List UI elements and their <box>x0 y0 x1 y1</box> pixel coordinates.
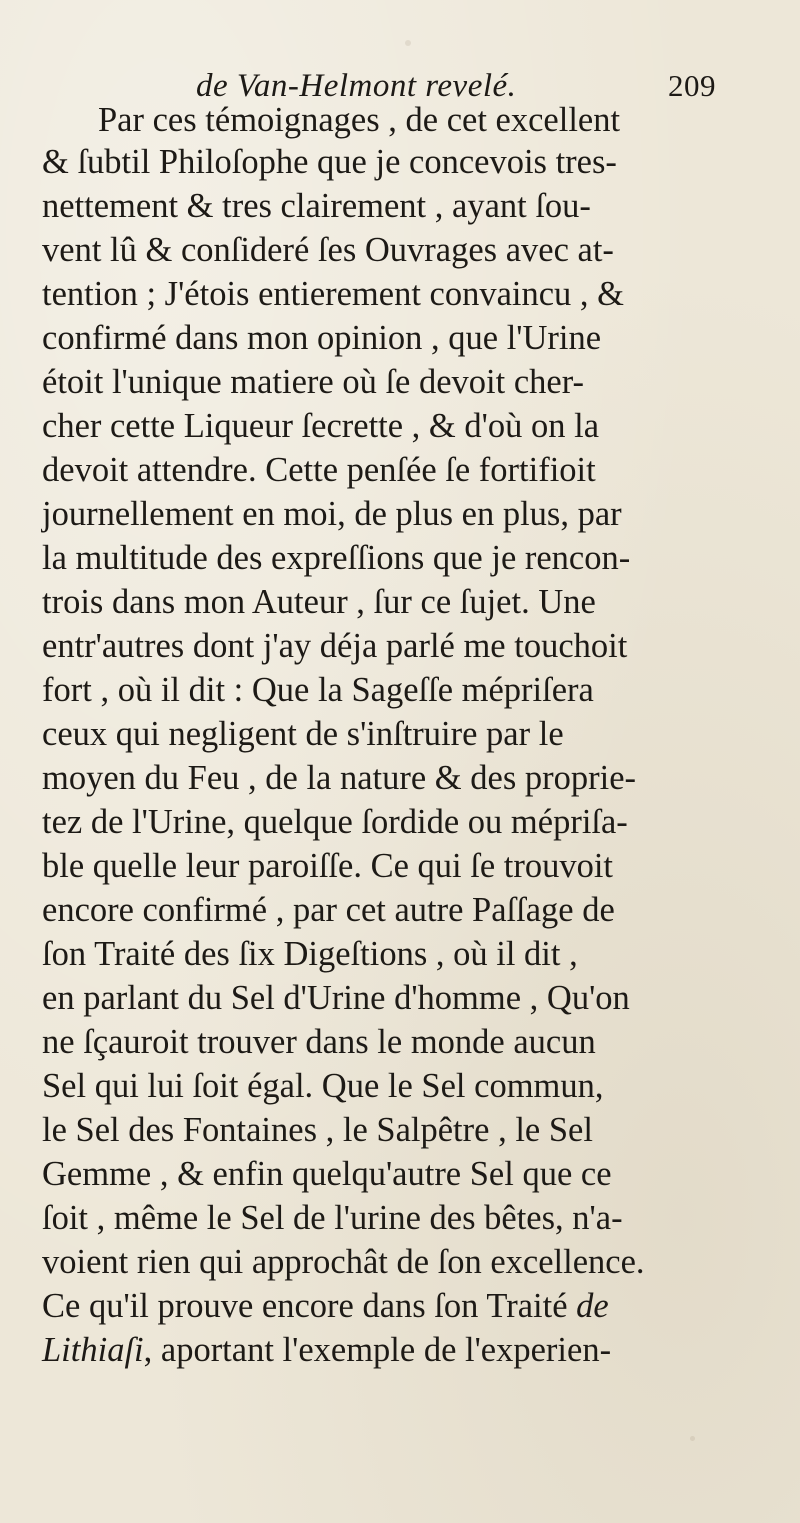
text-line: entr'autres dont j'ay déja parlé me touchoit <box>42 627 628 665</box>
paper-stain <box>690 1436 695 1441</box>
text-line: étoit l'unique matiere où ſe devoit cher- <box>42 363 584 401</box>
text-line: Sel qui lui ſoit égal. Que le Sel commun, <box>42 1067 604 1105</box>
text-line: journellement en moi, de plus en plus, par <box>42 495 622 533</box>
text-line: voient rien qui approchât de ſon excellence. <box>42 1243 645 1281</box>
text-line: le Sel des Fontaines , le Salpêtre , le Sel <box>42 1111 593 1149</box>
text-line: Par ces témoignages , de cet excellent <box>98 101 621 139</box>
italic-word: de <box>576 1287 609 1325</box>
text-line: ble quelle leur paroiſſe. Ce qui ſe trouvoit <box>42 847 614 885</box>
page-number: 209 <box>668 68 716 103</box>
text-line: fort , où il dit : Que la Sageſſe mépriſera <box>42 671 594 709</box>
text-line: en parlant du Sel d'Urine d'homme , Qu'on <box>42 979 630 1017</box>
text-line-main: Ce qu'il prouve encore dans ſon Traité <box>42 1287 568 1325</box>
text-line: vent lû & conſideré ſes Ouvrages avec at- <box>42 231 614 269</box>
text-line: Gemme , & enfin quelqu'autre Sel que ce <box>42 1155 612 1193</box>
text-line: ne ſçauroit trouver dans le monde aucun <box>42 1023 596 1061</box>
text-line: encore confirmé , par cet autre Paſſage de <box>42 891 615 929</box>
text-line: nettement & tres clairement , ayant ſou- <box>42 187 591 225</box>
paper-stain <box>405 40 411 46</box>
text-line: tez de l'Urine, quelque ſordide ou mépriſa- <box>42 803 628 841</box>
text-line <box>42 1286 609 1326</box>
text-line-rest: , aportant l'exemple de l'experien- <box>143 1331 612 1369</box>
text-line: devoit attendre. Cette penſée ſe fortifioit <box>42 451 596 489</box>
text-line <box>42 1330 611 1370</box>
text-line: confirmé dans mon opinion , que l'Urine <box>42 319 602 357</box>
text-line: & ſubtil Philoſophe que je concevois tres- <box>42 143 617 181</box>
text-line: tention ; J'étois entierement convaincu , & <box>42 275 625 313</box>
running-title: de Van-Helmont revelé. <box>196 68 517 104</box>
text-line: cher cette Liqueur ſecrette , & d'où on la <box>42 407 600 445</box>
italic-title: Lithiaſi <box>42 1331 144 1369</box>
text-line: ſoit , même le Sel de l'urine des bêtes, n'a- <box>42 1199 623 1237</box>
text-line: ſon Traité des ſix Digeſtions , où il dit , <box>42 935 578 973</box>
text-line: trois dans mon Auteur , ſur ce ſujet. Une <box>42 583 596 621</box>
text-line: ceux qui negligent de s'inſtruire par le <box>42 715 564 753</box>
text-line: la multitude des expreſſions que je rencon- <box>42 539 631 577</box>
text-line: moyen du Feu , de la nature & des proprie- <box>42 759 636 797</box>
